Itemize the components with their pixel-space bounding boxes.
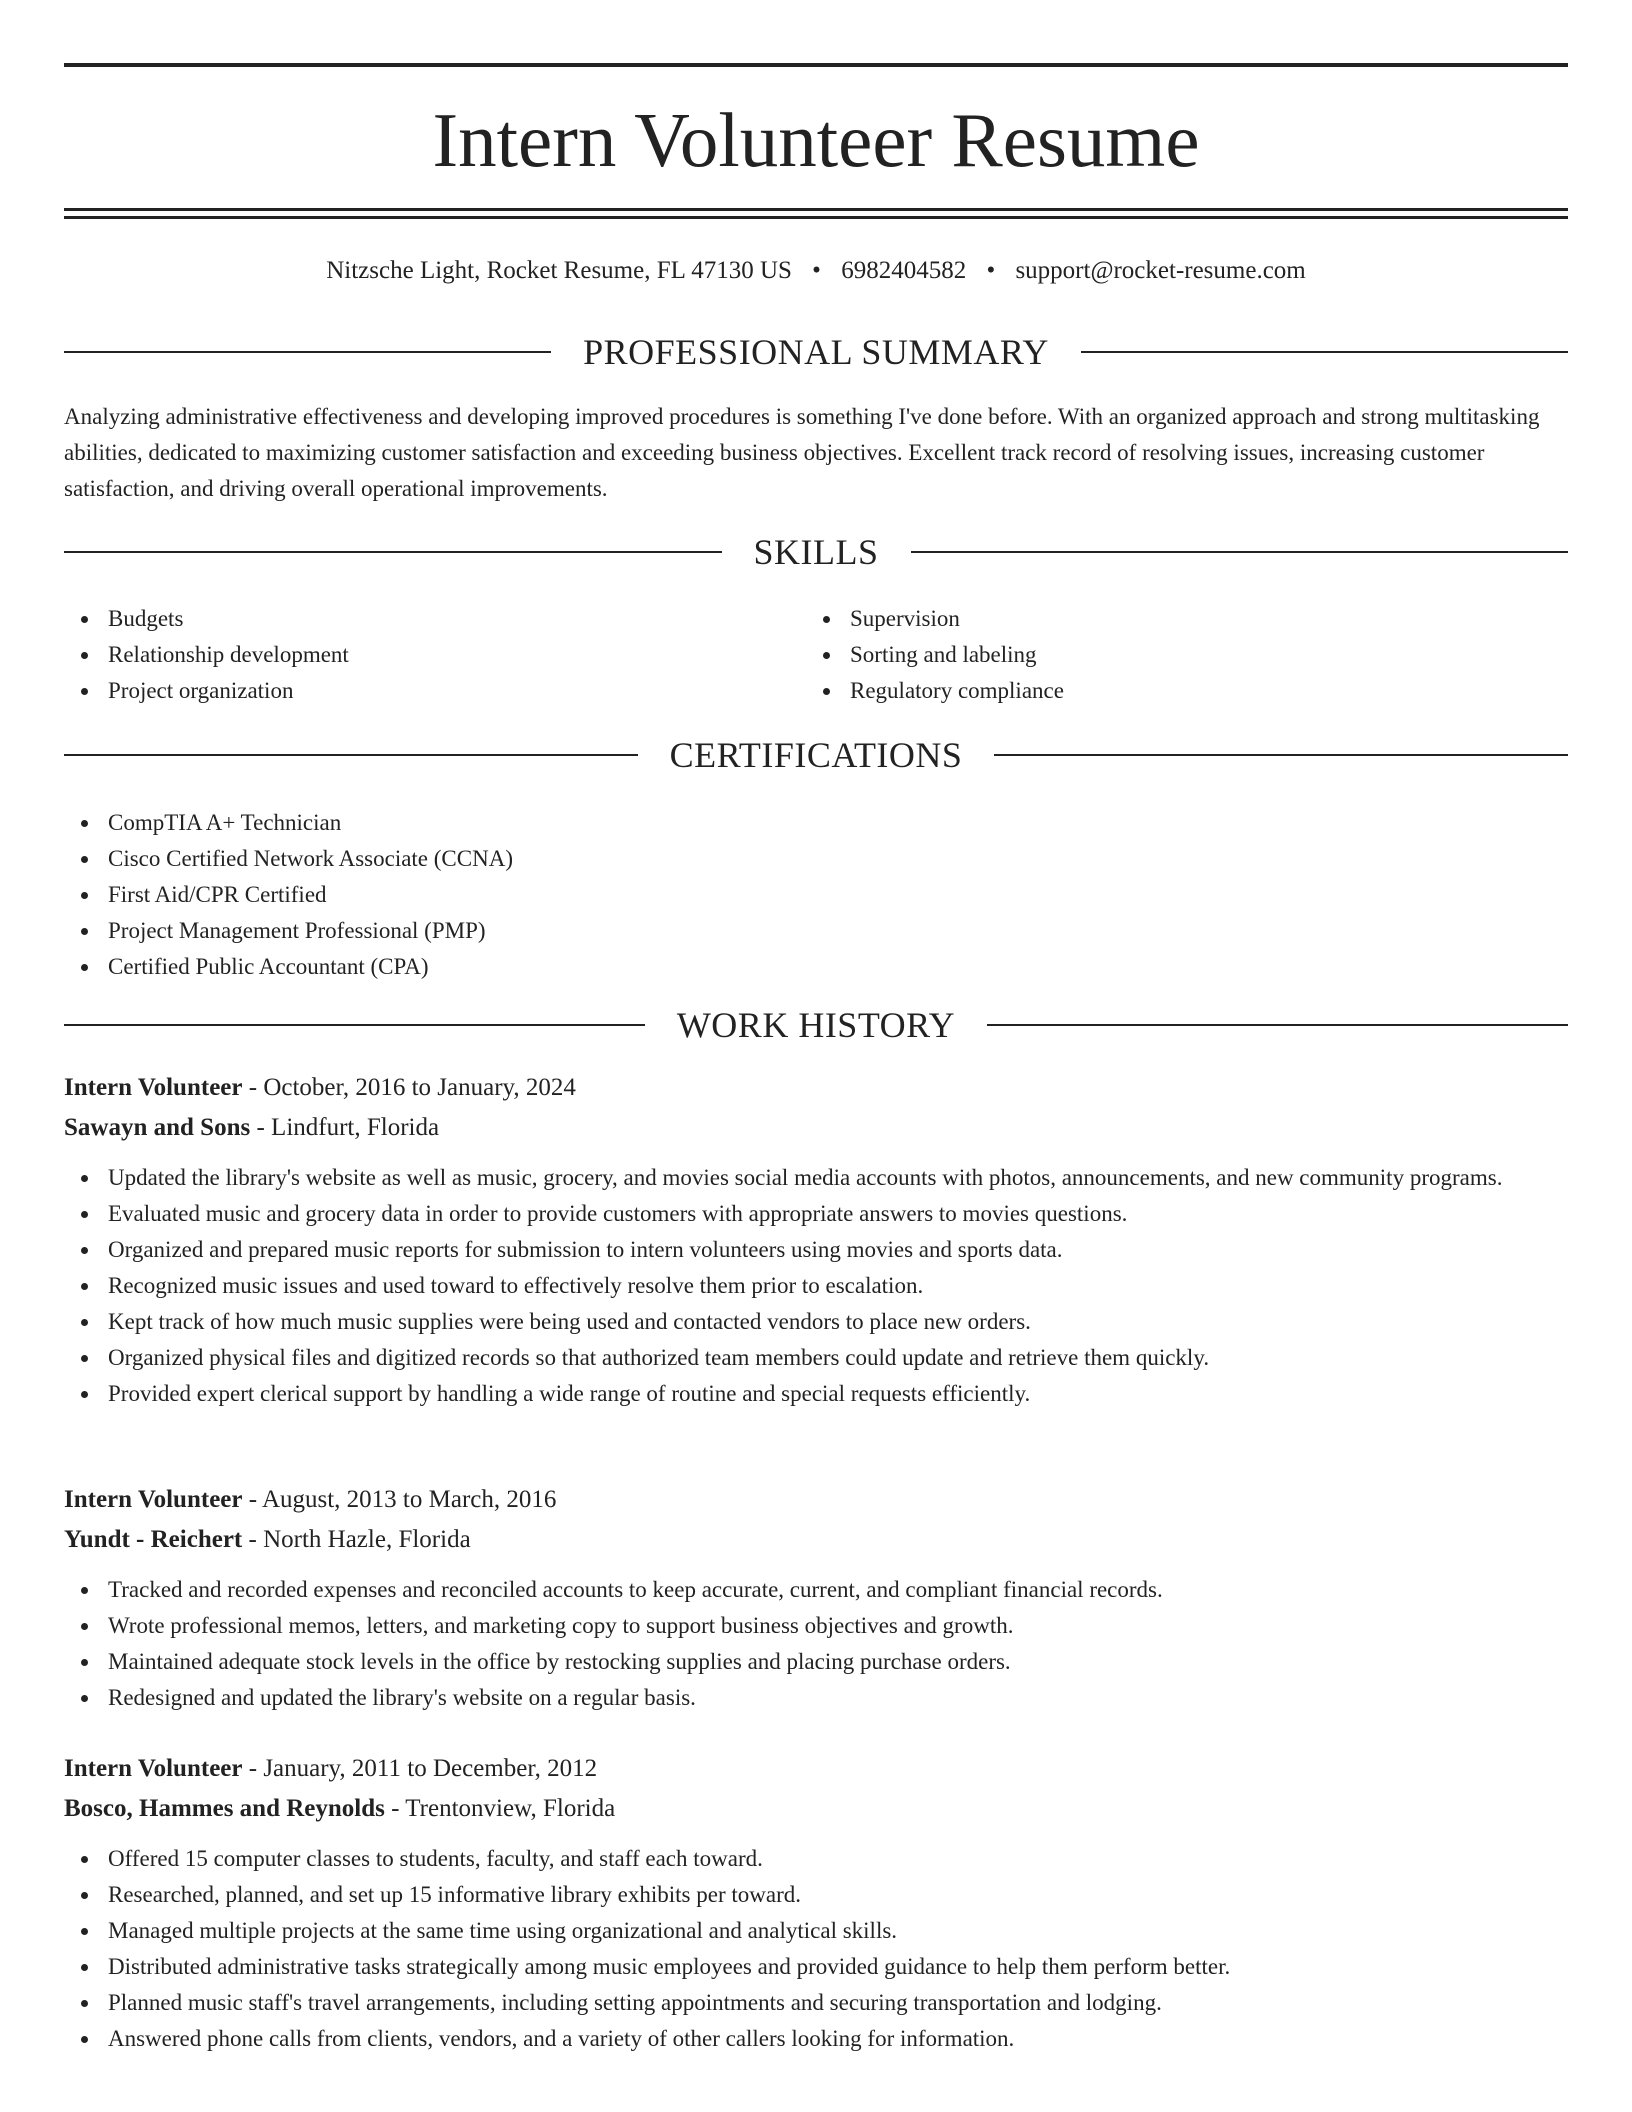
job-duty-item: Maintained adequate stock levels in the office by restocking supplies and placing purchase orders. [64,1644,1568,1680]
skills-list-left [64,601,804,709]
contact-separator: • [812,257,821,284]
skill-item: Regulatory compliance [806,673,1546,709]
certification-item: CompTIA A+ Technician [64,805,1568,841]
section-title-skills: SKILLS [753,532,879,572]
job-company-line: Bosco, Hammes and Reynolds - Trentonview, Florida [64,1795,616,1822]
job-duty-item: Redesigned and updated the library's website on a regular basis. [64,1680,1568,1716]
skill-item: Supervision [806,601,1546,637]
section-title-certifications: CERTIFICATIONS [669,735,963,775]
certification-item: Cisco Certified Network Associate (CCNA) [64,841,1568,877]
job-title-line: Intern Volunteer - October, 2016 to January, 2024 [64,1074,576,1101]
job-title-line: Intern Volunteer - August, 2013 to March, 2016 [64,1486,557,1513]
job-duties-list [64,1572,1568,1716]
heading-rule-left [64,551,722,553]
job-company: Yundt - Reichert [64,1526,243,1553]
job-company: Sawayn and Sons [64,1114,251,1141]
job-dates: January, 2011 to December, 2012 [263,1755,598,1782]
job-location: Lindfurt, Florida [271,1114,440,1141]
section-heading-certifications [64,733,1568,777]
contact-email: support@rocket-resume.com [1015,257,1306,284]
heading-rule-right [1081,351,1568,353]
job-company-line: Sawayn and Sons - Lindfurt, Florida [64,1114,440,1141]
section-heading-skills [64,530,1568,574]
job-duty-item: Tracked and recorded expenses and reconciled accounts to keep accurate, current, and compliant financial records. [64,1572,1568,1608]
heading-rule-right [911,551,1569,553]
certification-item: First Aid/CPR Certified [64,877,1568,913]
title-rule-lower [64,216,1568,219]
job-location: Trentonview, Florida [405,1795,616,1822]
job-entry [64,1749,1568,2057]
job-entry [64,1068,1568,1412]
heading-rule-right [987,1024,1568,1026]
skills-list-right [806,601,1546,709]
job-location: North Hazle, Florida [263,1526,471,1553]
skill-item: Project organization [64,673,804,709]
skill-item: Relationship development [64,637,804,673]
job-duty-item: Organized physical files and digitized records so that authorized team members could update and retrieve them quickly. [64,1340,1568,1376]
job-duties-list [64,1160,1568,1412]
section-heading-work-history [64,1003,1568,1047]
job-title-line: Intern Volunteer - January, 2011 to December, 2012 [64,1755,598,1782]
skill-item: Sorting and labeling [806,637,1546,673]
job-duty-item: Recognized music issues and used toward to effectively resolve them prior to escalation. [64,1268,1568,1304]
contact-address: Nitzsche Light, Rocket Resume, FL 47130 US [326,257,792,284]
heading-rule-left [64,351,551,353]
heading-rule-left [64,1024,645,1026]
job-duty-item: Distributed administrative tasks strategically among music employees and provided guidance to help them perform better. [64,1949,1568,1985]
job-duty-item: Researched, planned, and set up 15 informative library exhibits per toward. [64,1877,1568,1913]
job-duty-item: Answered phone calls from clients, vendors, and a variety of other callers looking for information. [64,2021,1568,2057]
section-title-summary: PROFESSIONAL SUMMARY [583,332,1049,372]
top-rule [64,63,1568,67]
section-title-work-history: WORK HISTORY [676,1005,956,1045]
job-duty-item: Wrote professional memos, letters, and marketing copy to support business objectives and growth. [64,1608,1568,1644]
certification-item: Certified Public Accountant (CPA) [64,949,1568,985]
certification-item: Project Management Professional (PMP) [64,913,1568,949]
page-title: Intern Volunteer Resume [432,97,1200,183]
job-duty-item: Updated the library's website as well as music, grocery, and movies social media accounts with photos, announcements, and new community programs. [64,1160,1568,1196]
heading-rule-right [994,754,1568,756]
job-company-line: Yundt - Reichert - North Hazle, Florida [64,1526,471,1553]
job-duty-item: Organized and prepared music reports for submission to intern volunteers using movies and sports data. [64,1232,1568,1268]
job-company: Bosco, Hammes and Reynolds [64,1795,385,1822]
job-title: Intern Volunteer [64,1486,243,1513]
job-dates: August, 2013 to March, 2016 [261,1486,557,1513]
job-title: Intern Volunteer [64,1755,243,1782]
contact-phone: 6982404582 [841,257,967,284]
contact-line [64,255,1568,287]
job-entry [64,1480,1568,1716]
contact-separator: • [986,257,996,284]
title-rule-upper [64,208,1568,211]
job-duty-item: Evaluated music and grocery data in order to provide customers with appropriate answers to movies questions. [64,1196,1568,1232]
job-dates: October, 2016 to January, 2024 [263,1074,576,1101]
job-duty-item: Kept track of how much music supplies were being used and contacted vendors to place new orders. [64,1304,1568,1340]
heading-rule-left [64,754,638,756]
job-duty-item: Planned music staff's travel arrangements, including setting appointments and securing transportation and lodging. [64,1985,1568,2021]
certifications-list [64,805,1568,985]
section-heading-summary [64,330,1568,374]
skill-item: Budgets [64,601,804,637]
job-duty-item: Managed multiple projects at the same time using organizational and analytical skills. [64,1913,1568,1949]
job-duty-item: Offered 15 computer classes to students, faculty, and staff each toward. [64,1841,1568,1877]
job-duties-list [64,1841,1568,2057]
summary-text: Analyzing administrative effectiveness and developing improved procedures is something I've done before. With an organized approach and strong multitasking abilities, dedicated to maximizing customer satisfaction and exceeding business objectives. Excellent track record of resolving issues, increasing customer satisfaction, and driving overall operational improvements. [64,404,1540,501]
job-duty-item: Provided expert clerical support by handling a wide range of routine and special requests efficiently. [64,1376,1568,1412]
job-title: Intern Volunteer [64,1074,243,1101]
